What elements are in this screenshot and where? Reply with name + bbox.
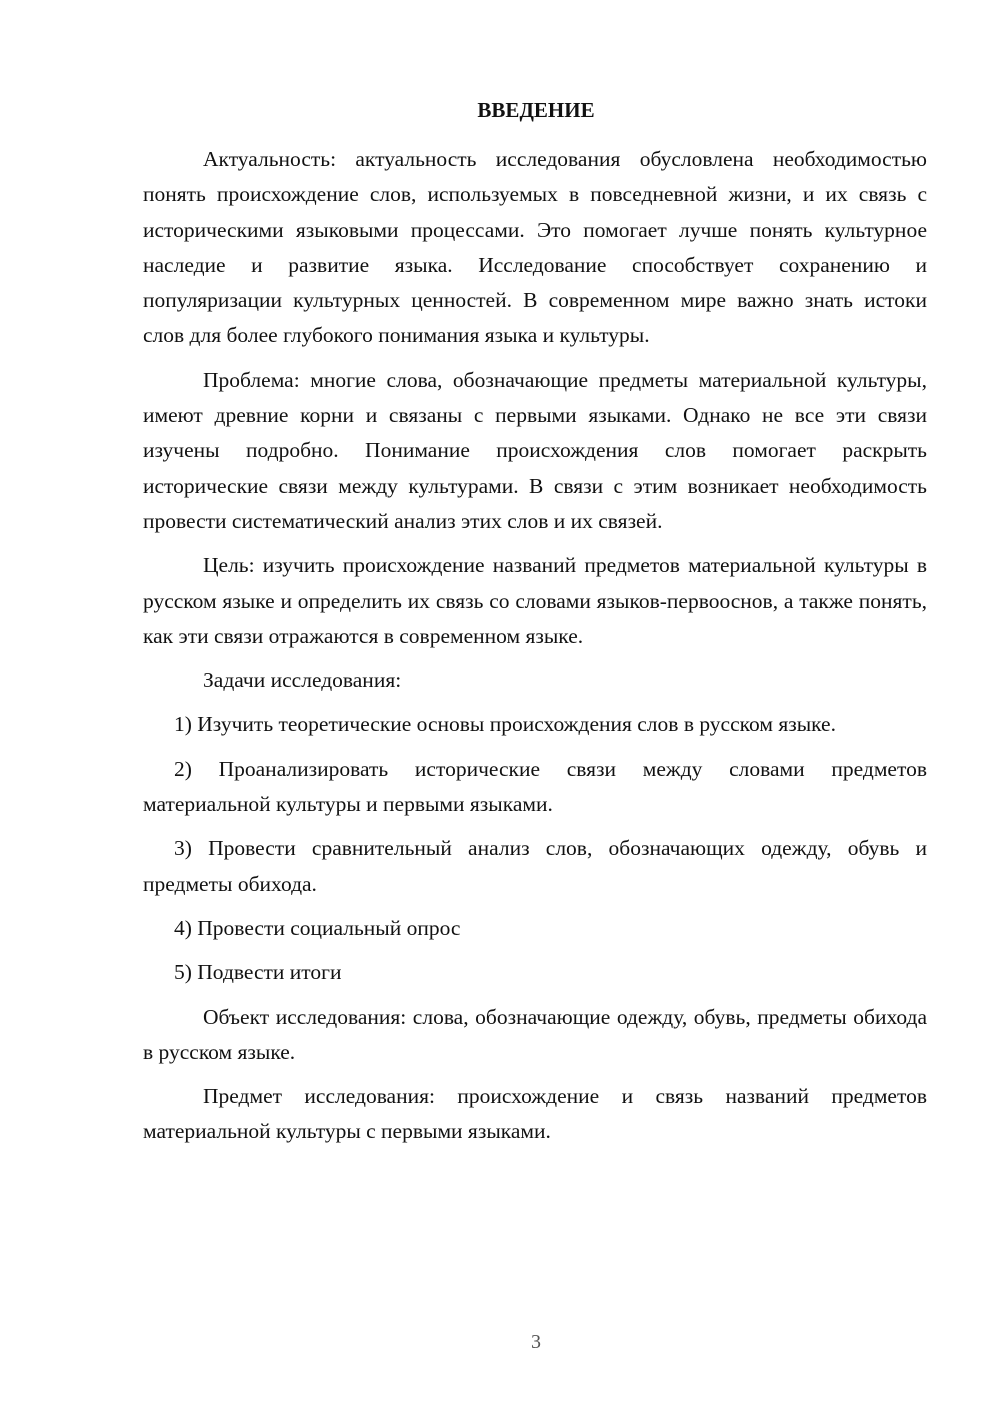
task-item-4: 4) Провести социальный опрос	[174, 915, 461, 940]
goal-paragraph: Цель: изучить происхождение названий предметов материальной культуры в русском языке и определить их связь со словами языков-первооснов, а также понять, как эти связи отражаются в современном языке.	[143, 553, 927, 648]
task-item-5: 5) Подвести итоги	[174, 960, 342, 985]
task-item-2: 2) Проанализировать исторические связи между словами предметов материальной культуры и первыми языками.	[143, 756, 927, 817]
page-title: ВВЕДЕНИЕ	[477, 98, 595, 122]
page-number: 3	[531, 1331, 541, 1353]
relevance-paragraph: Актуальность: актуальность исследования обусловлена необходимостью понять происхождение слов, используемых в повседневной жизни, и их связь с историческими языковыми процессами. Это помогает лучше понять культурное наследие и развитие языка. Исследование способствует сохранению и популяризации культурных ценностей. В современном мире важно знать истоки слов для более глубокого понимания языка и культуры.	[143, 147, 927, 348]
problem-paragraph: Проблема: многие слова, обозначающие предметы материальной культуры, имеют древние корни и связаны с первыми языками. Однако не все эти связи изучены подробно. Понимание происхождения слов помогает раскрыть исторические связи между культурами. В связи с этим возникает необходимость провести систематический анализ этих слов и их связей.	[143, 367, 927, 533]
task-item-1: 1) Изучить теоретические основы происхождения слов в русском языке.	[174, 712, 836, 737]
subject-paragraph: Предмет исследования: происхождение и связь названий предметов материальной культуры с первыми языками.	[143, 1084, 927, 1144]
task-item-3: 3) Провести сравнительный анализ слов, обозначающих одежду, обувь и предметы обихода.	[143, 836, 927, 896]
document-body	[143, 142, 927, 1150]
object-paragraph: Объект исследования: слова, обозначающие одежду, обувь, предметы обихода в русском языке.	[143, 1004, 927, 1064]
tasks-heading: Задачи исследования:	[203, 668, 402, 693]
